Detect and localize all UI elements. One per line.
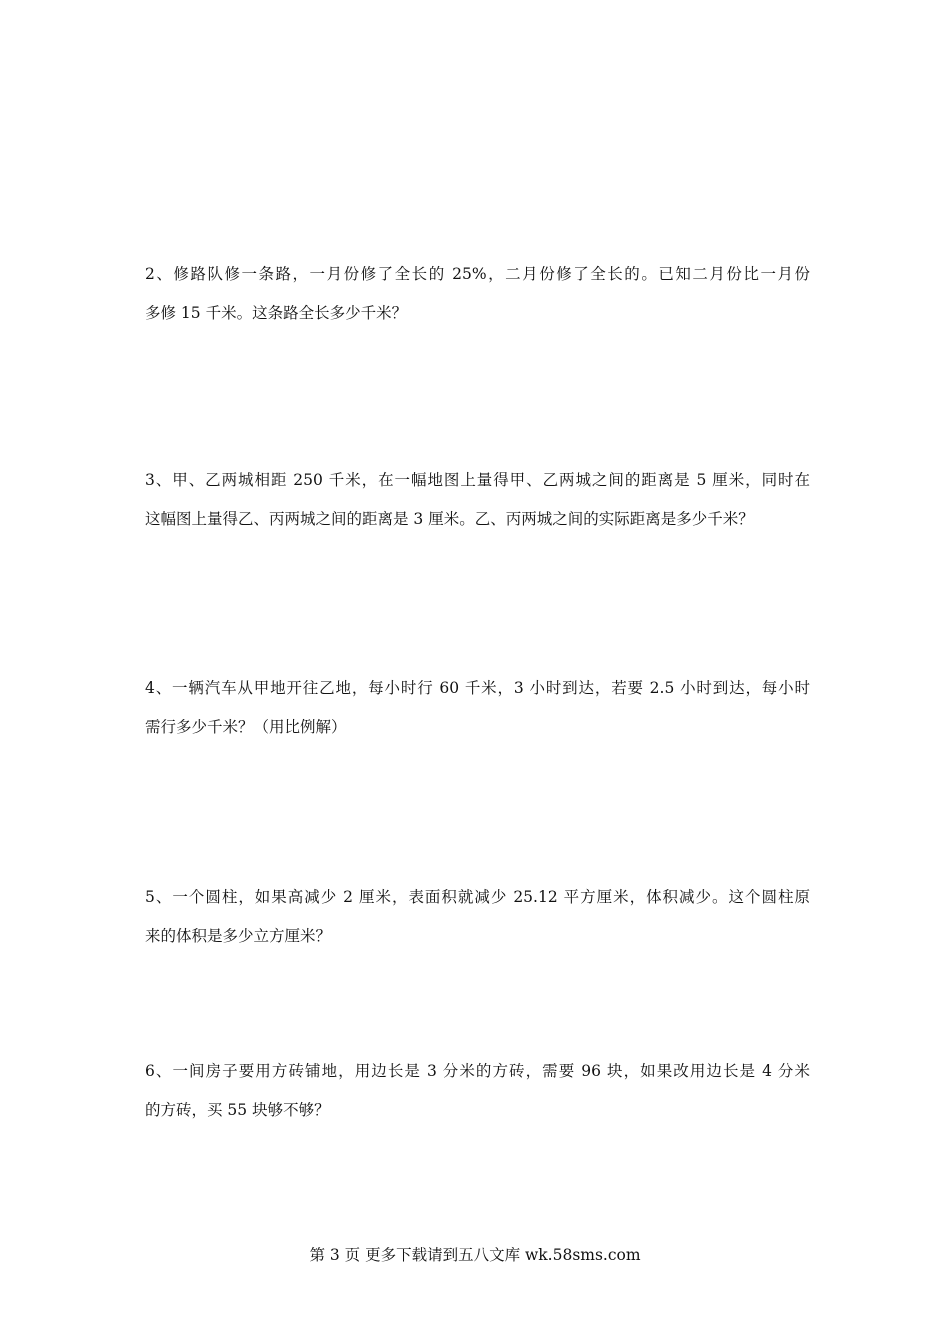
problem-2	[145, 255, 810, 333]
problem-5	[145, 878, 810, 956]
problem-3	[145, 461, 810, 539]
problem-6	[145, 1052, 810, 1130]
problem-4	[145, 669, 810, 747]
problem-5-line-2: 来的体积是多少立方厘米？	[145, 927, 332, 945]
page-footer: 第 3 页 更多下载请到五八文库 wk.58sms.com	[309, 1246, 641, 1264]
problem-6-line-2: 的方砖，买 55 块够不够？	[145, 1101, 330, 1119]
problem-2-line-1: 2、修路队修一条路，一月份修了全长的 25%，二月份修了全长的。已知二月份比一月份	[145, 265, 810, 283]
problem-4-line-2: 需行多少千米？（用比例解）	[145, 718, 347, 736]
problem-6-line-1: 6、一间房子要用方砖铺地，用边长是 3 分米的方砖，需要 96 块，如果改用边长是 4 分米	[145, 1062, 810, 1080]
problem-4-line-1: 4、一辆汽车从甲地开往乙地，每小时行 60 千米，3 小时到达，若要 2.5 小时到达，每小时	[145, 679, 810, 697]
problem-2-line-2: 多修 15 千米。这条路全长多少千米？	[145, 304, 408, 322]
problem-5-line-1: 5、一个圆柱，如果高减少 2 厘米，表面积就减少 25.12 平方厘米，体积减少。这个圆柱原	[145, 888, 810, 906]
problem-3-line-2: 这幅图上量得乙、丙两城之间的距离是 3 厘米。乙、丙两城之间的实际距离是多少千米？	[145, 510, 754, 528]
problem-3-line-1: 3、甲、乙两城相距 250 千米，在一幅地图上量得甲、乙两城之间的距离是 5 厘米，同时在	[145, 471, 810, 489]
